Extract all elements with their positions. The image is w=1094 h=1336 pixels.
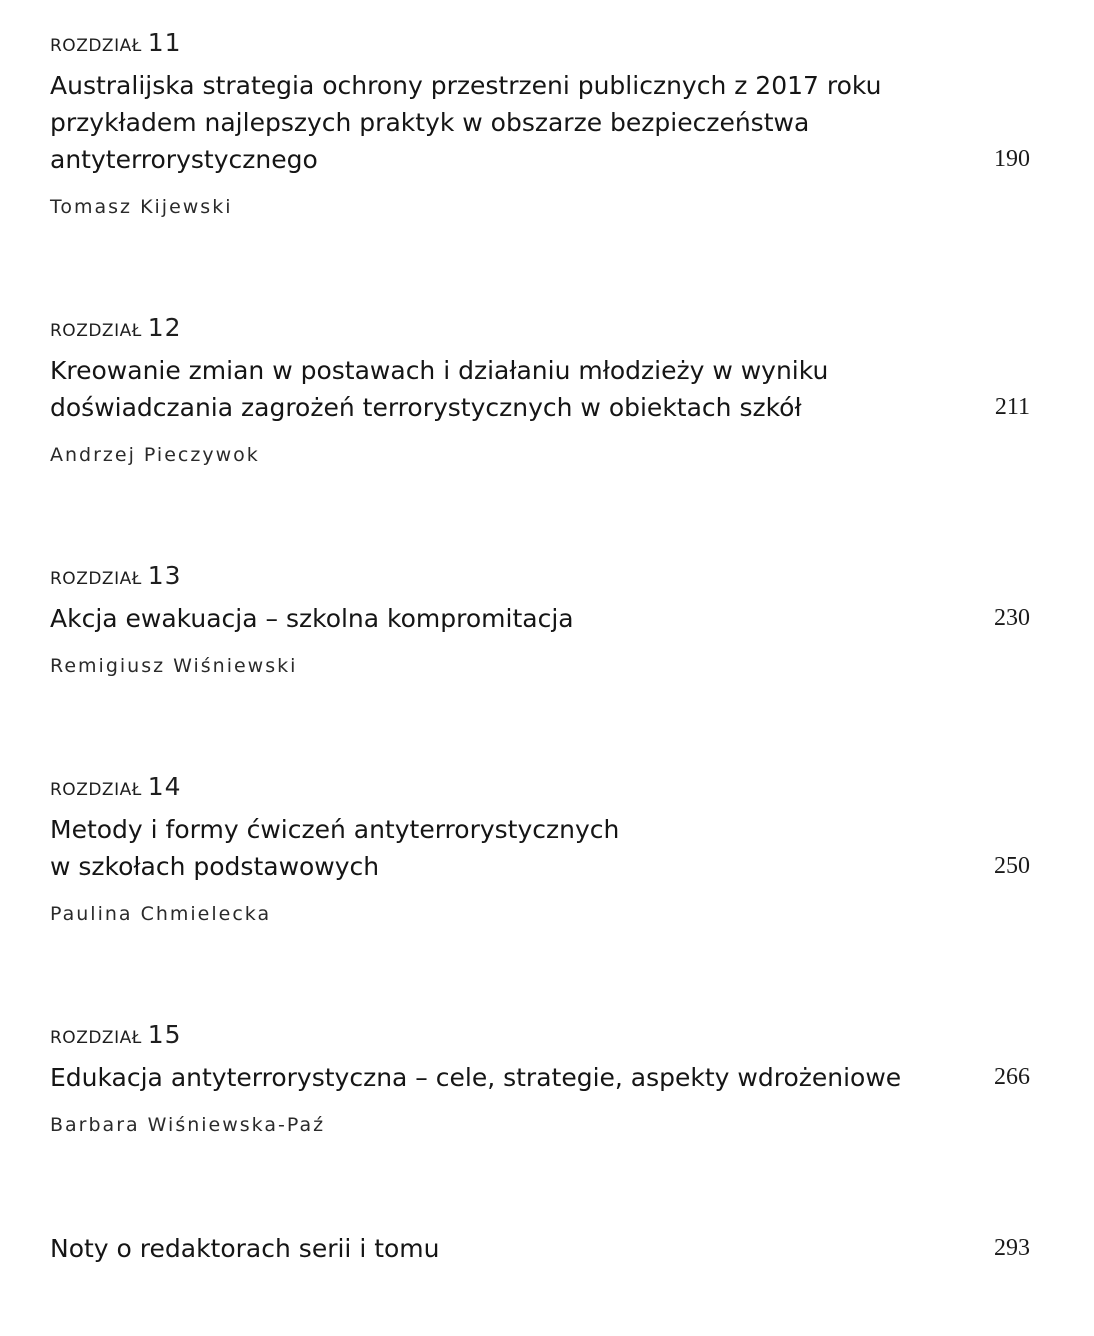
chapter-word: ROZDZIAŁ (50, 569, 142, 589)
chapter-word: ROZDZIAŁ (50, 36, 142, 56)
chapter-label (50, 30, 1030, 55)
chapter-title-row (50, 67, 1030, 178)
chapter-label (50, 774, 1030, 799)
toc-entry-chapter-12 (50, 315, 1030, 465)
chapter-author: Paulina Chmielecka (50, 903, 272, 925)
chapter-title-line: Metody i formy ćwiczeń antyterrorystycznych (50, 815, 620, 844)
chapter-title[interactable] (50, 811, 950, 885)
chapter-title-line: Akcja ewakuacja – szkolna kompromitacja (50, 604, 574, 633)
chapter-label (50, 563, 1030, 588)
chapter-title-row (50, 1059, 1030, 1096)
chapter-title[interactable] (50, 1059, 970, 1096)
chapter-author: Tomasz Kijewski (50, 196, 233, 218)
toc-entry-chapter-13 (50, 563, 1030, 676)
chapter-title-line: Kreowanie zmian w postawach i działaniu młodzieży w wyniku (50, 356, 829, 385)
chapter-title-line: doświadczania zagrożeń terrorystycznych w obiektach szkół (50, 393, 802, 422)
chapter-number: 11 (147, 28, 182, 57)
toc-entry-notes (50, 1230, 1030, 1267)
chapter-label (50, 315, 1030, 340)
notes-title-row (50, 1230, 1030, 1267)
chapter-title-row (50, 811, 1030, 885)
chapter-title-line: w szkołach podstawowych (50, 852, 380, 881)
toc-entry-chapter-14 (50, 774, 1030, 924)
page-number: 250 (994, 853, 1030, 879)
chapter-word: ROZDZIAŁ (50, 1028, 142, 1048)
chapter-title-line: przykładem najlepszych praktyk w obszarze bezpieczeństwa (50, 108, 810, 137)
toc-entry-chapter-15 (50, 1022, 1030, 1135)
toc-entry-chapter-11 (50, 30, 1030, 217)
page-number: 293 (994, 1235, 1030, 1261)
page-number: 266 (994, 1064, 1030, 1090)
chapter-author: Andrzej Pieczywok (50, 444, 260, 466)
chapter-title-row (50, 352, 1030, 426)
page-number: 230 (994, 605, 1030, 631)
chapter-title[interactable] (50, 67, 950, 178)
chapter-number: 14 (147, 772, 182, 801)
chapter-word: ROZDZIAŁ (50, 780, 142, 800)
chapter-title-line: antyterrorystycznego (50, 145, 318, 174)
page-number: 211 (994, 394, 1030, 420)
chapter-number: 15 (147, 1020, 182, 1049)
chapter-title[interactable] (50, 600, 950, 637)
chapter-word: ROZDZIAŁ (50, 321, 142, 341)
page-number: 190 (994, 146, 1030, 172)
chapter-title-line: Australijska strategia ochrony przestrzeni publicznych z 2017 roku (50, 71, 882, 100)
chapter-author: Barbara Wiśniewska-Paź (50, 1114, 326, 1136)
chapter-title-line: Edukacja antyterrorystyczna – cele, strategie, aspekty wdrożeniowe (50, 1063, 902, 1092)
chapter-number: 13 (147, 561, 182, 590)
chapter-author: Remigiusz Wiśniewski (50, 655, 298, 677)
notes-title[interactable]: Noty o redaktorach serii i tomu (50, 1234, 440, 1263)
chapter-title[interactable] (50, 352, 950, 426)
chapter-number: 12 (147, 313, 182, 342)
chapter-title-row (50, 600, 1030, 637)
chapter-label (50, 1022, 1030, 1047)
